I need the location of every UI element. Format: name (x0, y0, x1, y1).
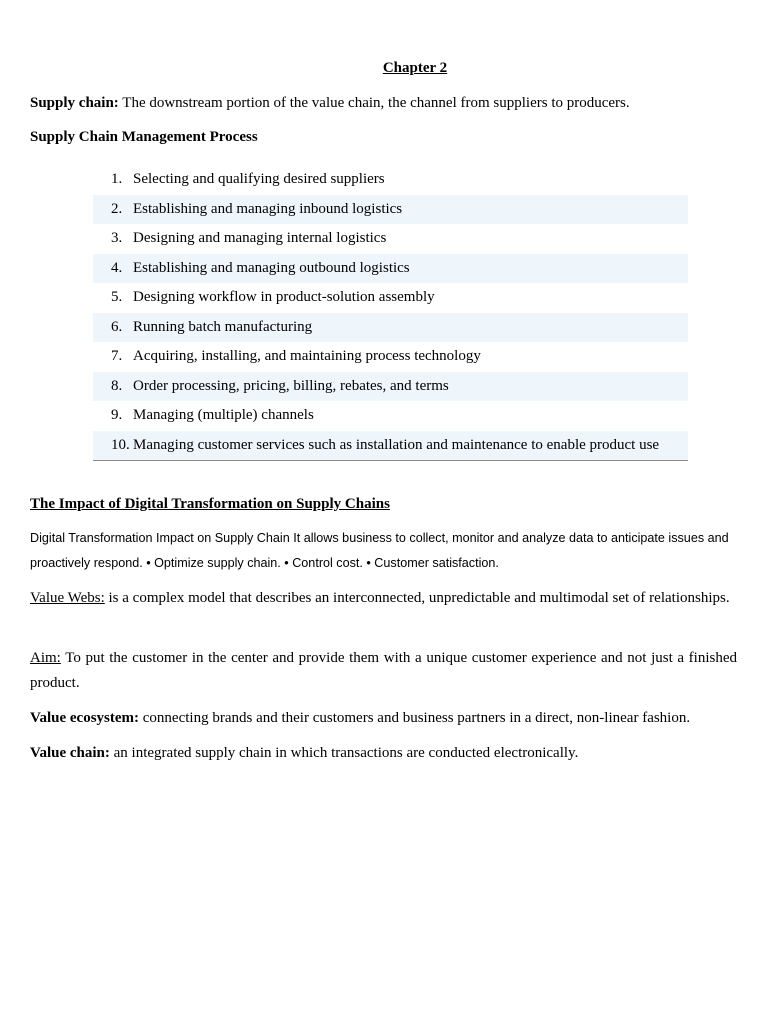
list-item-text: Establishing and managing outbound logistics (133, 259, 410, 276)
list-item-number (93, 407, 133, 424)
impact-text: Digital Transformation Impact on Supply Chain It allows business to collect, monitor and analyze data to anticipate issues and proactively respond. • Optimize supply chain. • Control cost. • Customer satisfaction. (30, 531, 729, 570)
list-item-text: Acquiring, installing, and maintaining process technology (133, 348, 481, 365)
list-item-number-text: 6. (111, 318, 123, 335)
list-item (93, 342, 688, 372)
impact-heading: The Impact of Digital Transformation on Supply Chains (30, 496, 390, 512)
list-item-number (93, 378, 133, 395)
list-item (93, 372, 688, 402)
list-item-text: Managing customer services such as installation and maintenance to enable product use (133, 436, 660, 453)
list-item-text: Order processing, pricing, billing, rebates, and terms (133, 377, 449, 394)
list-item-number (93, 348, 133, 365)
list-item-number (93, 319, 133, 336)
list-item-number (93, 437, 133, 454)
list-item (93, 431, 688, 461)
list-item-text: Selecting and qualifying desired suppliers (133, 171, 385, 188)
list-item (93, 254, 688, 284)
list-item-text: Running batch manufacturing (133, 318, 313, 335)
value-webs-text: is a complex model that describes an interconnected, unpredictable and multimodal set of relationships. (104, 590, 730, 606)
list-item-number-text: 5. (111, 289, 123, 306)
value-webs-definition (30, 586, 737, 611)
list-item-number (93, 171, 133, 188)
value-ecosystem-definition (30, 706, 737, 731)
supply-chain-definition (30, 91, 737, 116)
value-ecosystem-term: Value ecosystem: (30, 710, 140, 726)
value-chain-definition (30, 741, 737, 766)
chapter-title: Chapter 2 (382, 60, 448, 76)
scm-steps-list (93, 165, 688, 461)
list-item-text: Establishing and managing inbound logistics (133, 200, 403, 217)
list-item (93, 313, 688, 343)
list-item-number-text: 2. (111, 200, 123, 217)
value-webs-term: Value Webs: (30, 590, 105, 606)
list-item-number-text: 8. (111, 377, 123, 394)
list-item (93, 224, 688, 254)
list-item-number-text: 3. (111, 230, 123, 247)
aim-definition (30, 646, 737, 696)
list-item-number-text: 4. (111, 259, 123, 276)
list-item-number-text: 10. (111, 436, 130, 453)
list-item-text: Designing and managing internal logistics (133, 230, 387, 247)
supply-chain-term: Supply chain: (30, 95, 119, 111)
list-item (93, 165, 688, 195)
list-item-text: Managing (multiple) channels (133, 407, 314, 424)
list-item-number-text: 9. (111, 407, 123, 424)
supply-chain-text: The downstream portion of the value chain, the channel from suppliers to producers. (118, 95, 630, 111)
list-item-number-text: 1. (111, 171, 123, 188)
value-ecosystem-text: connecting brands and their customers and business partners in a direct, non-linear fashion. (139, 710, 691, 726)
list-item-number (93, 260, 133, 277)
list-item-number (93, 201, 133, 218)
aim-term: Aim: (30, 650, 61, 666)
list-item (93, 401, 688, 431)
list-item (93, 283, 688, 313)
list-item-number-text: 7. (111, 348, 123, 365)
list-item-number (93, 230, 133, 247)
list-item (93, 195, 688, 225)
aim-text: To put the customer in the center and provide them with a unique customer experience and not just a finished product. (30, 650, 737, 691)
scm-heading: Supply Chain Management Process (30, 129, 258, 145)
value-chain-text: an integrated supply chain in which transactions are conducted electronically. (109, 745, 579, 761)
list-item-number (93, 289, 133, 306)
list-item-text: Designing workflow in product-solution assembly (133, 289, 435, 306)
value-chain-term: Value chain: (30, 745, 110, 761)
